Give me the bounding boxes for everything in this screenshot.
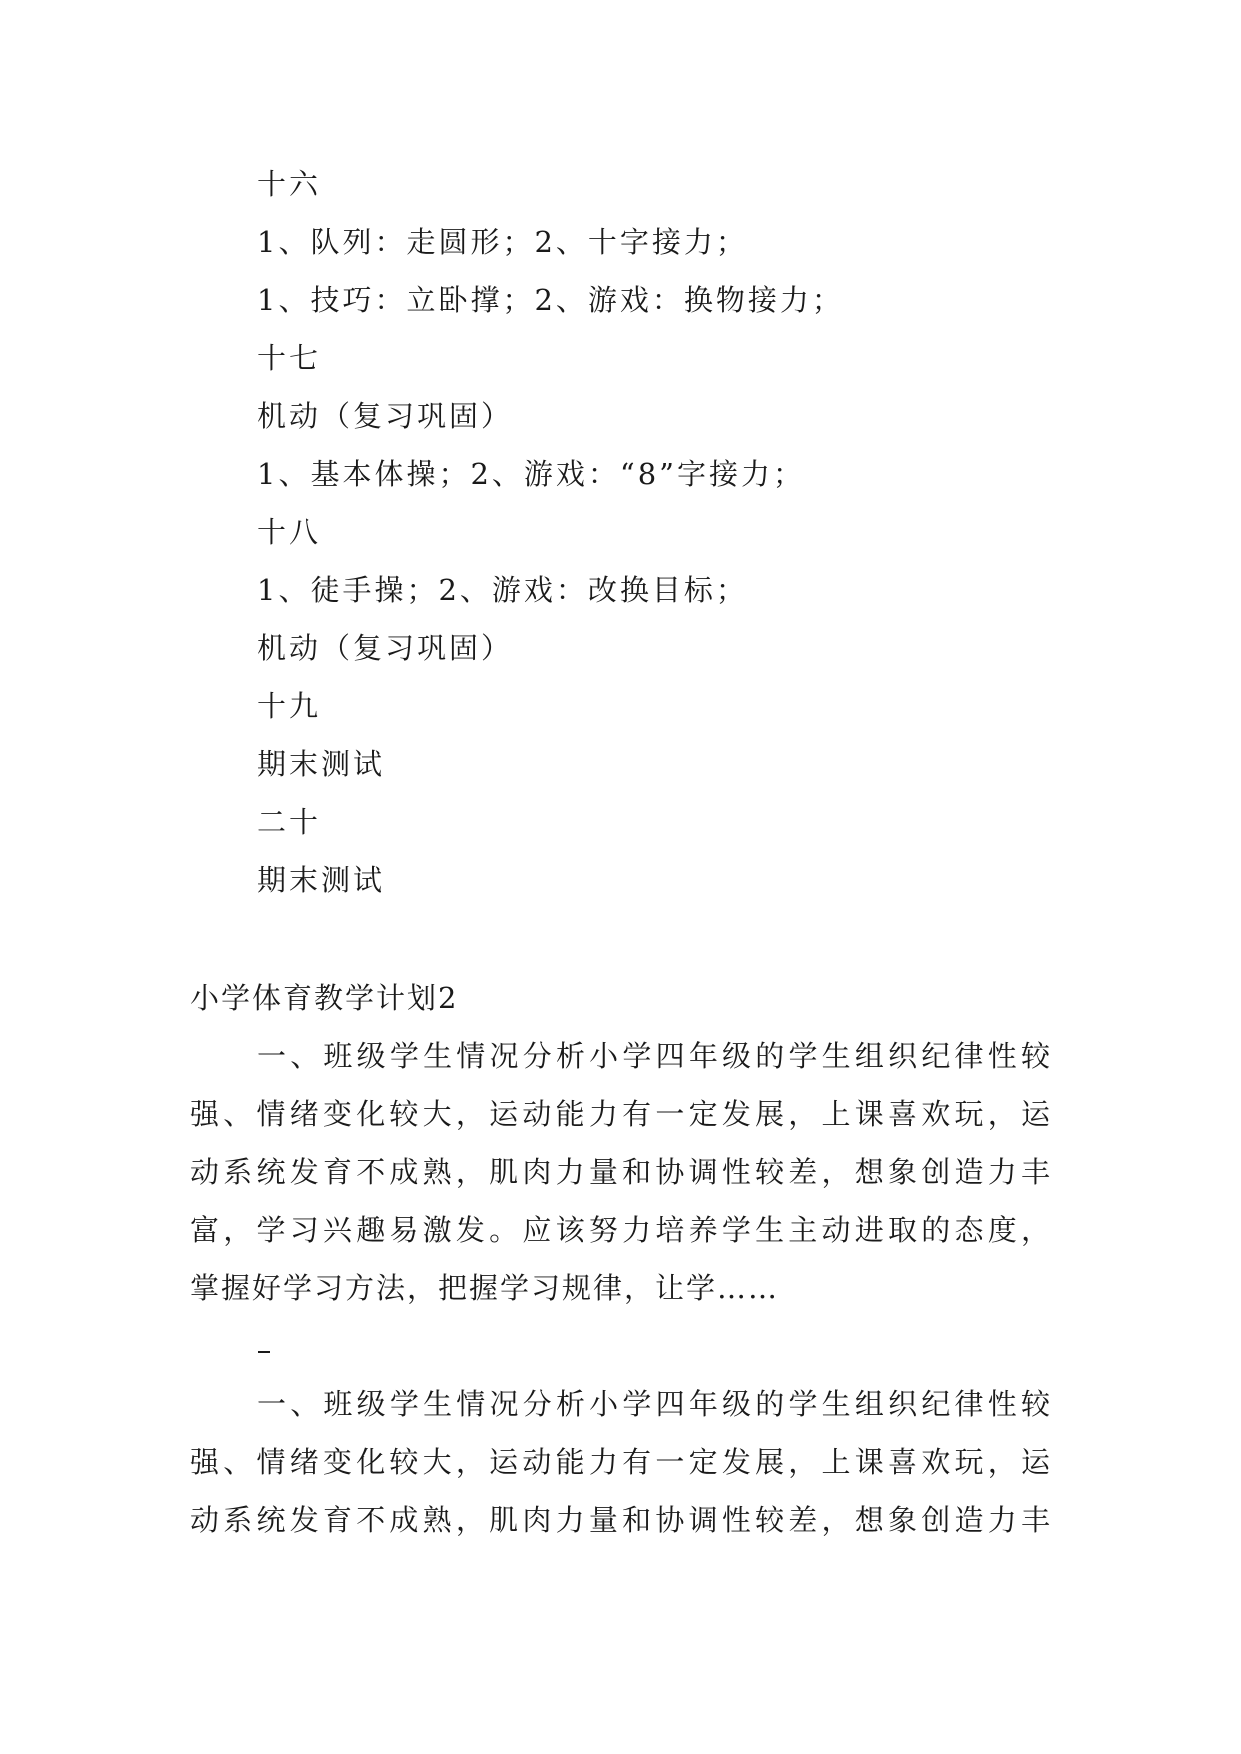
summary-line: 动系统发育不成熟，肌肉力量和协调性较差，想象创造力丰 [190,1155,1052,1189]
week-label: 十九 [257,689,322,723]
underscore-mark [258,1351,270,1353]
schedule-item: 期末测试 [257,747,386,781]
schedule-item: 1、徒手操；2、游戏：改换目标； [257,573,748,607]
body-line: 动系统发育不成熟，肌肉力量和协调性较差，想象创造力丰 [190,1503,1052,1537]
body-line: 一、班级学生情况分析小学四年级的学生组织纪律性较 [257,1387,1052,1421]
schedule-item: 1、队列：走圆形；2、十字接力； [257,225,748,259]
section-title: 小学体育教学计划2 [190,981,459,1015]
week-label: 十八 [257,515,322,549]
body-line: 强、情绪变化较大，运动能力有一定发展，上课喜欢玩，运 [190,1445,1052,1479]
schedule-item: 机动（复习巩固） [257,399,514,433]
schedule-item: 1、基本体操；2、游戏：“8”字接力； [257,457,806,491]
summary-line: 一、班级学生情况分析小学四年级的学生组织纪律性较 [257,1039,1052,1073]
schedule-item: 1、技巧：立卧撑；2、游戏：换物接力； [257,283,844,317]
schedule-item: 机动（复习巩固） [257,631,514,665]
week-label: 十七 [257,341,322,375]
summary-line: 强、情绪变化较大，运动能力有一定发展，上课喜欢玩，运 [190,1097,1052,1131]
summary-line: 掌握好学习方法，把握学习规律，让学…… [190,1271,780,1305]
summary-line: 富，学习兴趣易激发。应该努力培养学生主动进取的态度， [190,1213,1052,1247]
schedule-item: 期末测试 [257,863,386,897]
week-label: 十六 [257,167,322,201]
week-label: 二十 [257,805,322,839]
